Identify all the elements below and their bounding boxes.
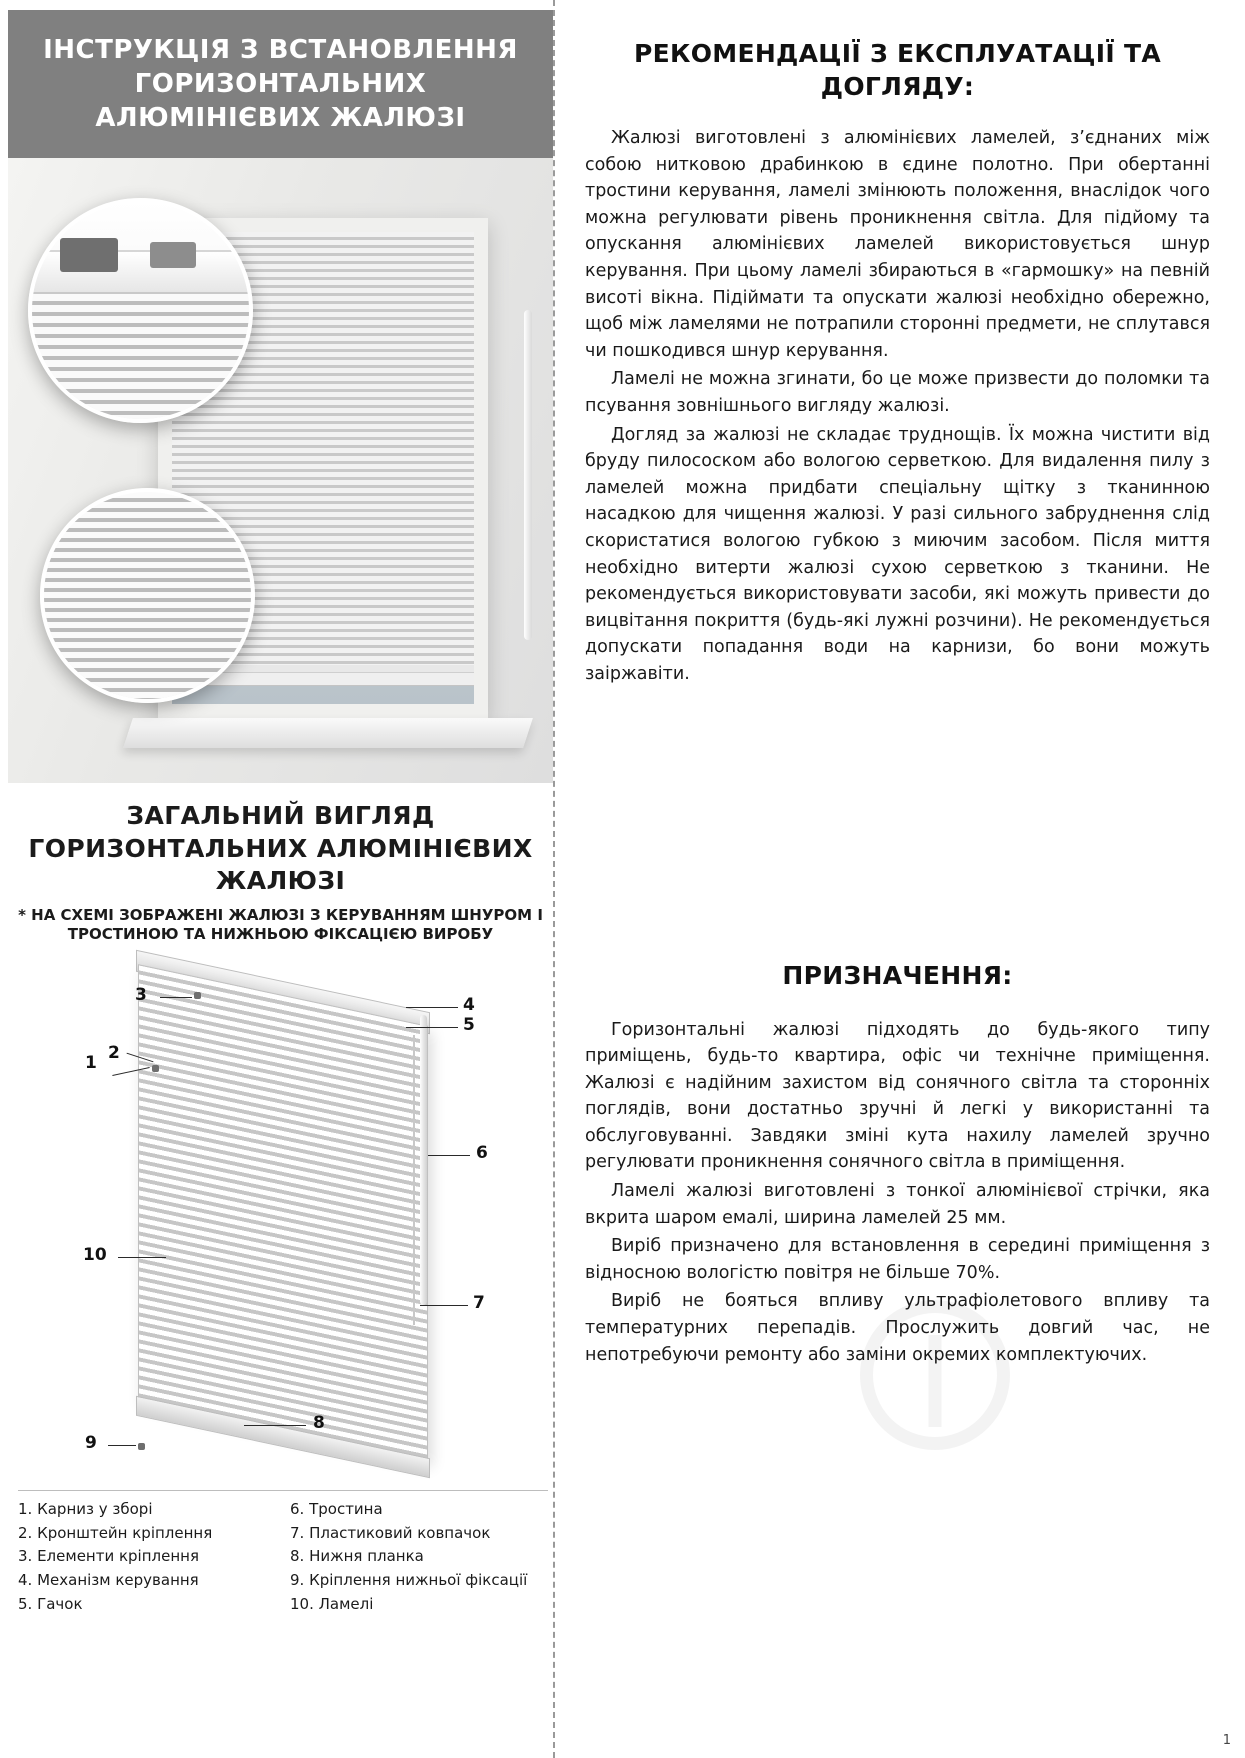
care-section-title: РЕКОМЕНДАЦІЇ З ЕКСПЛУАТАЦІЇ ТА ДОГЛЯДУ: <box>633 39 1162 101</box>
blind-diagram <box>8 975 553 1480</box>
legend-item: 10. Ламелі <box>290 1594 374 1613</box>
detail-slats <box>32 294 249 419</box>
detail-slats-closeup <box>44 492 251 699</box>
callout-7: 7 <box>473 1293 485 1313</box>
photo-window-sill <box>123 718 533 748</box>
overview-title-main: ЗАГАЛЬНИЙ ВИГЛЯД ГОРИЗОНТАЛЬНИХ АЛЮМІНІЄВИХ ЖАЛЮЗІ <box>28 801 533 895</box>
callout-leader <box>406 1027 458 1028</box>
purpose-section <box>585 960 1210 1370</box>
legend-item: 8. Нижня планка <box>290 1547 424 1566</box>
callout-8: 8 <box>313 1413 325 1433</box>
callout-9: 9 <box>85 1433 97 1453</box>
photo-detail-slats <box>40 488 255 703</box>
legend-item: 4. Механізм керування <box>18 1571 199 1590</box>
callout-marker <box>138 1443 145 1450</box>
photo-control-wand <box>524 310 532 640</box>
paragraph: Жалюзі виготовлені з алюмінієвих ламелей, з’єднаних між собою нитковою драбинкою в єдине полотно. При обертанні тростини керування, ламелі змінюють положення, внаслідок чого можна регулювати рівень проникнення світла. Для підйому та опускання алюмінієвих ламелей використовується шнур керування. При цьому ламелі збираються в «гармошку» на певній висоті вікна. Підіймати та опускати жалюзі необхідно обережно, щоб між ламелями не потрапили сторонні предмети, не сплутався чи пошкодився шнур керування. <box>585 128 1210 361</box>
detail-bracket-body <box>60 238 118 272</box>
detail-bracket-clip <box>150 242 196 268</box>
callout-5: 5 <box>463 1015 475 1035</box>
callout-6: 6 <box>476 1143 488 1163</box>
legend-item: 7. Пластиковий ковпачок <box>290 1523 491 1542</box>
callout-marker <box>152 1065 159 1072</box>
paragraph: Ламелі жалюзі виготовлені з тонкої алюмінієвої стрічки, яка вкрита шаром емалі, ширина ламелей 25 мм. <box>585 1181 1210 1228</box>
callout-leader <box>406 1007 458 1008</box>
callout-leader <box>108 1445 136 1446</box>
callout-leader <box>428 1155 470 1156</box>
right-column <box>575 0 1230 1758</box>
care-section <box>585 38 1210 689</box>
instruction-header-band <box>8 10 553 158</box>
callout-10: 10 <box>83 1245 107 1265</box>
photo-detail-bracket <box>28 198 253 423</box>
legend-item: 3. Елементи кріплення <box>18 1547 199 1566</box>
paragraph: Ламелі не можна згинати, бо це може призвести до поломки та псування зовнішнього вигляду жалюзі. <box>585 369 1210 416</box>
callout-4: 4 <box>463 995 475 1015</box>
purpose-section-body <box>585 1017 1210 1369</box>
legend-item: 1. Карниз у зборі <box>18 1500 153 1518</box>
left-column <box>0 0 553 1758</box>
legend-list <box>18 1490 548 1614</box>
callout-leader <box>420 1305 468 1306</box>
column-divider <box>553 0 555 1758</box>
legend-item: 6. Тростина <box>290 1500 383 1518</box>
page-number: 1 <box>1222 1733 1231 1748</box>
diagram-cord <box>413 1035 415 1325</box>
legend-item: 9. Кріплення нижньої фіксації <box>290 1571 528 1590</box>
legend-item: 5. Гачок <box>18 1594 83 1613</box>
paragraph: Виріб не бояться впливу ультрафіолетового впливу та температурних перепадів. Прослужить довгий час, не непотребуючи ремонту або заміни окремих комплектуючих. <box>585 1291 1210 1365</box>
callout-leader <box>244 1425 306 1426</box>
callout-marker <box>194 992 201 999</box>
overview-section-title <box>8 800 553 945</box>
installation-photo <box>8 158 553 783</box>
callout-1: 1 <box>85 1053 97 1073</box>
callout-leader <box>118 1257 166 1258</box>
paragraph: Виріб призначено для встановлення в середині приміщення з відносною вологістю повітря не більше 70%. <box>585 1236 1210 1283</box>
callout-leader <box>160 997 192 998</box>
callout-3: 3 <box>135 985 147 1005</box>
paragraph: Догляд за жалюзі не складає труднощів. Їх можна чистити від бруду пилососком або вологою серветкою. Для видалення пилу з ламелей можна придбати спеціальну щітку з тканинною насадкою для чищення жалюзі. У разі сильного забруднення слід скористатися вологою губкою з миючим засобом. Після миття необхідно витерти жалюзі сухою серветкою з тканини. Не рекомендується використовувати засоби, які можуть привести до вицвітання покриття (будь-які лужні розчини). Не рекомендується допускати попадання води на карнизи, бо вони можуть заіржавіти. <box>585 424 1210 684</box>
diagram-wand <box>420 1015 427 1305</box>
paragraph: Горизонтальні жалюзі підходять до будь-якого типу приміщень, будь-то квартира, офіс чи технічне приміщення. Жалюзі є надійним захистом від сонячного світла та сторонніх поглядів, вони достатньо зручні й легкі у використанні та обслуговуванні. Завдяки зміні кута нахилу ламелей зручно регулювати проникнення сонячного світла в приміщення. <box>585 1019 1210 1173</box>
legend-item: 2. Кронштейн кріплення <box>18 1523 213 1542</box>
purpose-section-title: ПРИЗНАЧЕННЯ: <box>782 961 1013 990</box>
overview-title-note: * НА СХЕМІ ЗОБРАЖЕНІ ЖАЛЮЗІ З КЕРУВАННЯМ ШНУРОМ І ТРОСТИНОЮ ТА НИЖНЬОЮ ФІКСАЦІЄЮ ВИРОБУ <box>18 905 543 943</box>
callout-2: 2 <box>108 1043 120 1063</box>
instruction-header-title: ІНСТРУКЦІЯ З ВСТАНОВЛЕННЯ ГОРИЗОНТАЛЬНИХ АЛЮМІНІЄВИХ ЖАЛЮЗІ <box>43 34 518 134</box>
diagram-slats <box>138 964 428 1461</box>
care-section-body <box>585 125 1210 687</box>
